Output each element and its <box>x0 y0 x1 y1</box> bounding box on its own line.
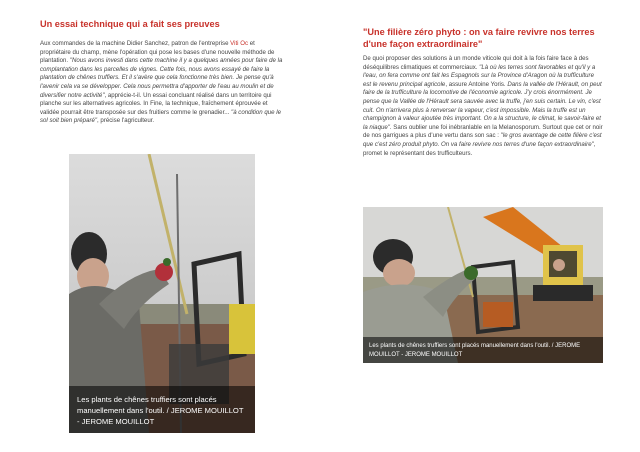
company-link[interactable]: Viti Oc <box>230 40 249 47</box>
quote-text: "Nous avons investi dans cette machine il y a quelques années pour faire de la complantation dans les parcelles de vignes. Cette fois, nous avons essayé de faire la plantation de chênes truffiers. Et il s'avère que cela fonctionne très bien. Je pense qu'à l'avenir cela va se développer. Cela nous permettra d'apporter de l'eau au moulin et de diversifier notre activité" <box>40 57 283 99</box>
quote-text: "le gros avantage de cette filière c'est que c'est zéro produit phyto. On va faire revivre nos terres d'une façon extraordinaire" <box>363 132 602 148</box>
photo-caption: Les plants de chênes truffiers sont placés manuellement dans l'outil. / JEROME MOUILLOT - JEROME MOUILLOT <box>69 386 255 433</box>
quote-text: "Là où les terres sont favorables et qu'il y a l'eau, on fera comme ont fait les Espagnols sur la Province d'Aragon où la trufficulture est le revenu principal agricole <box>363 63 596 88</box>
intro-text-cont: et propriétaire du champ, mène l'opération qui pose les bases d'une nouvelle méthode de plantation. <box>40 40 275 65</box>
photo-planting-machine-portrait <box>69 154 255 433</box>
section-title-left: Un essai technique qui a fait ses preuves <box>40 19 220 29</box>
photo-planting-machine-landscape <box>363 207 603 363</box>
body-text: , précise l'agriculteur. <box>97 117 155 125</box>
body-text: . Sans oublier une foi inébranlable en la Melanosporum. Surtout que cet or noir de nos garrigues a plus d'une vertu dans son sac : <box>363 123 603 140</box>
article-paragraph-left <box>40 40 286 126</box>
body-text: , apprécie-t-il. Un essai concluant réalisé dans un territoire qui planche sur les alternatives agricoles. In Fine, la technique, fraîchement éprouvée et validée pourrait être transposée sur des fruitiers comme le grenadier... <box>40 91 272 116</box>
quote-text: "à condition que le sol soit bien préparé" <box>40 108 281 125</box>
body-text: De quoi proposer des solutions à un monde viticole qui doit à la fois faire face à des déséquilibres climatiques et commerciaux. <box>363 55 589 71</box>
photo-caption: Les plants de chênes truffiers sont placés manuellement dans l'outil. / JEROME MOUILLOT - JEROME MOUILLOT <box>363 337 603 363</box>
quote-text: Dans la vallée de l'Hérault, on peut faire de la trufficulture la locomotive de l'économie agricole. J'y crois énormément. Je pense que la Vallée de l'Hérault sera sauvée avec la truffe, j'en suis certain. Le vin, c'est cuit. On n'arrivera plus à renverser la vapeur, c'est impossible. Mais la truffe est un champignon à valeur ajoutée très important. On a la structure, le climat, le savoir-faire et la niaque" <box>363 80 602 131</box>
section-title-right: "Une filière zéro phyto : on va faire revivre nos terres d'une façon extraordinaire" <box>363 27 595 49</box>
body-text: , promet le représentant des trufficulteurs. <box>363 140 596 157</box>
intro-text: Aux commandes de la machine Didier Sanchez, patron de l'entreprise <box>40 40 231 47</box>
body-text: , assure Antoine Yoris. <box>445 80 508 88</box>
article-paragraph-right <box>363 55 603 158</box>
